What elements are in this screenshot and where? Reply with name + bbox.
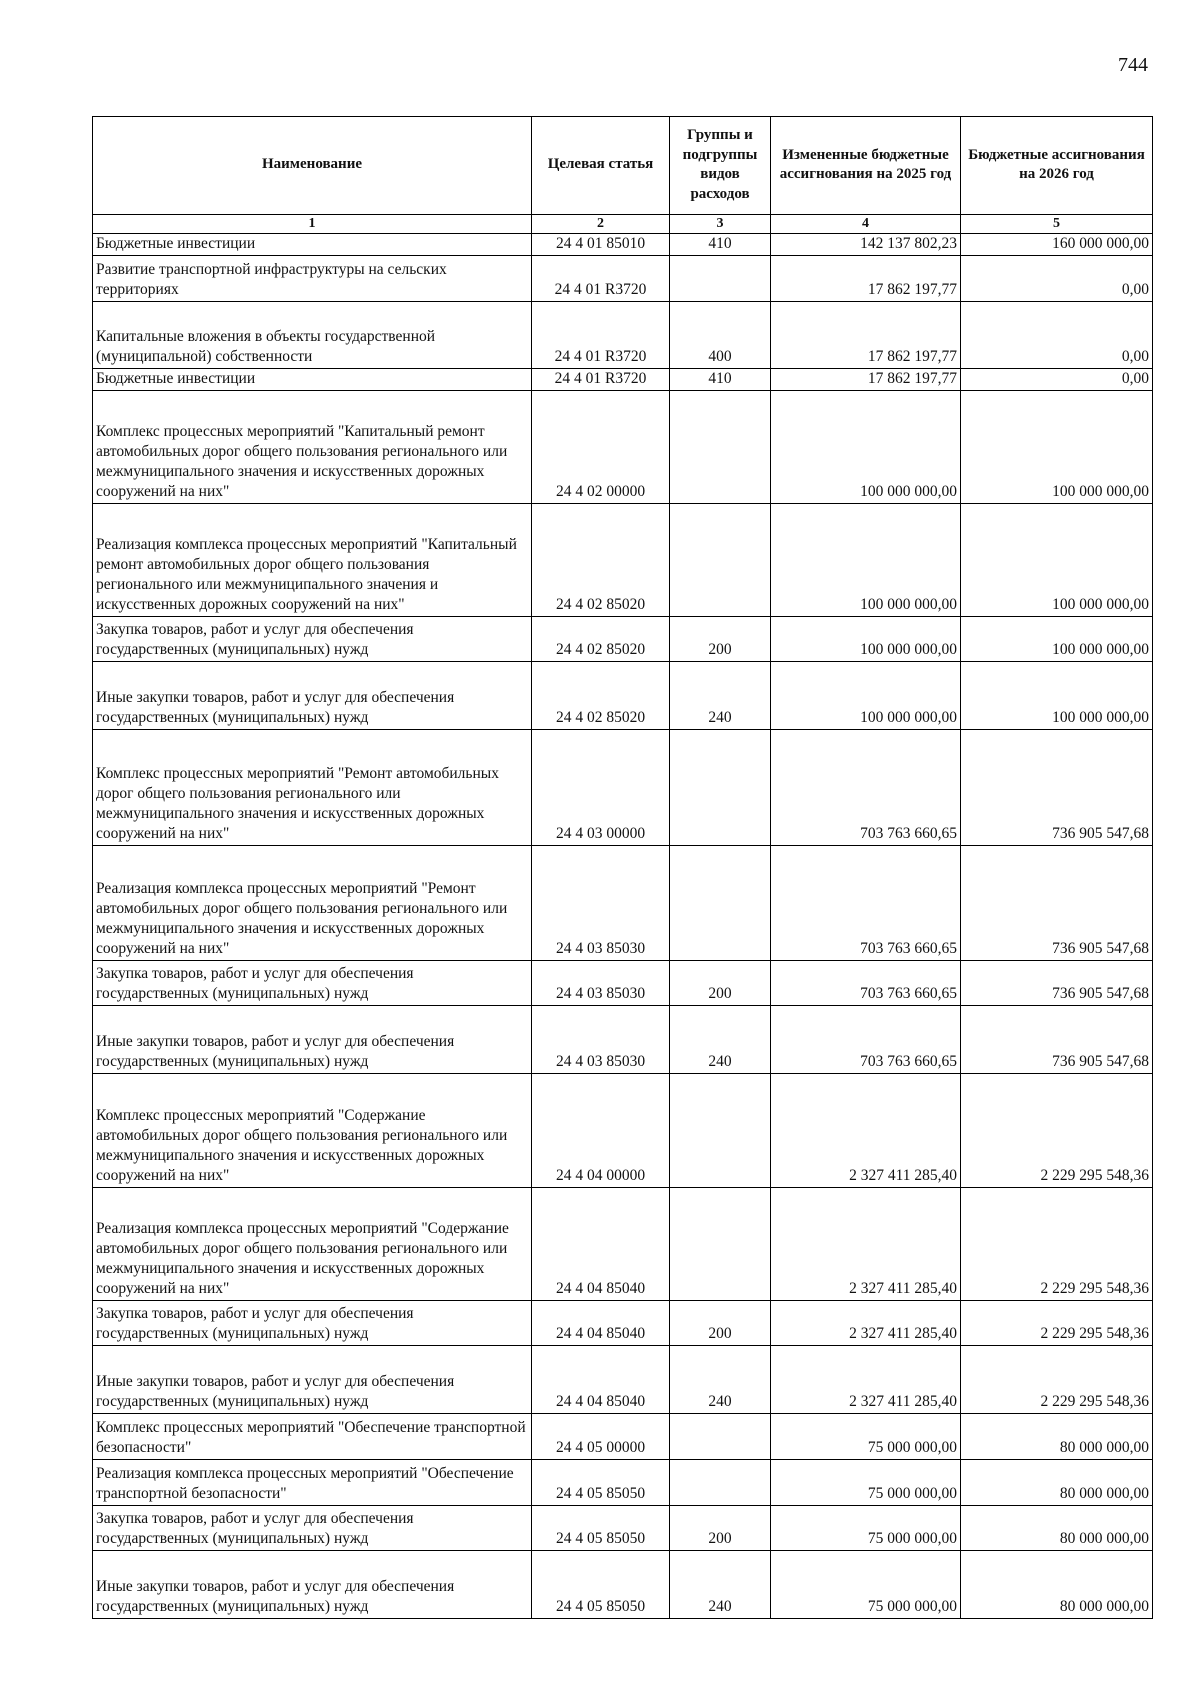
row-expense-group: 240 xyxy=(670,1346,771,1414)
row-target-article: 24 4 02 85020 xyxy=(532,617,670,662)
row-name: Капитальные вложения в объекты государственной (муниципальной) собственности xyxy=(93,302,532,369)
table-row xyxy=(93,730,1153,846)
row-expense-group xyxy=(670,1074,771,1188)
row-amount-2025: 703 763 660,65 xyxy=(771,730,961,846)
row-amount-2025: 75 000 000,00 xyxy=(771,1506,961,1551)
row-amount-2026: 100 000 000,00 xyxy=(961,662,1153,730)
row-name: Развитие транспортной инфраструктуры на сельских территориях xyxy=(93,256,532,302)
header-allocations-2025: Измененные бюджетные ассигнования на 2025 год xyxy=(771,117,961,215)
row-amount-2026: 736 905 547,68 xyxy=(961,1006,1153,1074)
row-target-article: 24 4 02 85020 xyxy=(532,504,670,617)
table-row xyxy=(93,617,1153,662)
row-expense-group: 240 xyxy=(670,1551,771,1619)
row-amount-2025: 75 000 000,00 xyxy=(771,1414,961,1460)
row-amount-2025: 703 763 660,65 xyxy=(771,1006,961,1074)
row-amount-2026: 2 229 295 548,36 xyxy=(961,1188,1153,1301)
row-amount-2025: 75 000 000,00 xyxy=(771,1551,961,1619)
table-body xyxy=(93,234,1153,1619)
row-target-article: 24 4 05 85050 xyxy=(532,1551,670,1619)
row-amount-2026: 736 905 547,68 xyxy=(961,961,1153,1006)
row-target-article: 24 4 03 85030 xyxy=(532,846,670,961)
row-target-article: 24 4 01 85010 xyxy=(532,234,670,256)
row-amount-2026: 100 000 000,00 xyxy=(961,504,1153,617)
row-amount-2025: 100 000 000,00 xyxy=(771,504,961,617)
table-row xyxy=(93,302,1153,369)
row-target-article: 24 4 01 R3720 xyxy=(532,369,670,391)
column-number: 1 xyxy=(93,215,532,234)
row-amount-2026: 80 000 000,00 xyxy=(961,1506,1153,1551)
table-row xyxy=(93,1346,1153,1414)
row-target-article: 24 4 03 00000 xyxy=(532,730,670,846)
row-name: Реализация комплекса процессных мероприятий "Обеспечение транспортной безопасности" xyxy=(93,1460,532,1506)
row-expense-group xyxy=(670,1460,771,1506)
row-amount-2026: 80 000 000,00 xyxy=(961,1414,1153,1460)
table-row xyxy=(93,1301,1153,1346)
row-amount-2026: 736 905 547,68 xyxy=(961,846,1153,961)
column-number: 3 xyxy=(670,215,771,234)
row-target-article: 24 4 02 85020 xyxy=(532,662,670,730)
row-amount-2026: 0,00 xyxy=(961,256,1153,302)
table-row xyxy=(93,1460,1153,1506)
table-row xyxy=(93,1188,1153,1301)
row-expense-group: 240 xyxy=(670,662,771,730)
row-expense-group xyxy=(670,391,771,504)
row-name: Реализация комплекса процессных мероприятий "Капитальный ремонт автомобильных дорог общего пользования регионального или межмуниципального значения и искусственных дорожных сооружений на них" xyxy=(93,504,532,617)
column-number: 5 xyxy=(961,215,1153,234)
row-amount-2025: 100 000 000,00 xyxy=(771,391,961,504)
row-amount-2026: 160 000 000,00 xyxy=(961,234,1153,256)
table-row xyxy=(93,1006,1153,1074)
row-amount-2025: 17 862 197,77 xyxy=(771,302,961,369)
column-number-row xyxy=(93,215,1153,234)
row-target-article: 24 4 05 00000 xyxy=(532,1414,670,1460)
row-amount-2025: 703 763 660,65 xyxy=(771,846,961,961)
row-expense-group: 410 xyxy=(670,369,771,391)
row-name: Иные закупки товаров, работ и услуг для обеспечения государственных (муниципальных) нужд xyxy=(93,1551,532,1619)
row-name: Реализация комплекса процессных мероприятий "Содержание автомобильных дорог общего пользования регионального или межмуниципального значения и искусственных дорожных сооружений на них" xyxy=(93,1188,532,1301)
row-target-article: 24 4 05 85050 xyxy=(532,1506,670,1551)
row-expense-group: 200 xyxy=(670,1301,771,1346)
row-amount-2025: 100 000 000,00 xyxy=(771,617,961,662)
row-target-article: 24 4 03 85030 xyxy=(532,1006,670,1074)
row-amount-2025: 142 137 802,23 xyxy=(771,234,961,256)
row-name: Комплекс процессных мероприятий "Капитальный ремонт автомобильных дорог общего пользования регионального или межмуниципального значения и искусственных дорожных сооружений на них" xyxy=(93,391,532,504)
table-row xyxy=(93,662,1153,730)
row-name: Комплекс процессных мероприятий "Ремонт автомобильных дорог общего пользования регионального или межмуниципального значения и искусственных дорожных сооружений на них" xyxy=(93,730,532,846)
budget-table xyxy=(92,116,1153,1619)
row-amount-2026: 2 229 295 548,36 xyxy=(961,1346,1153,1414)
table-row xyxy=(93,1414,1153,1460)
row-amount-2026: 2 229 295 548,36 xyxy=(961,1301,1153,1346)
row-name: Реализация комплекса процессных мероприятий "Ремонт автомобильных дорог общего пользования регионального или межмуниципального значения и искусственных дорожных сооружений на них" xyxy=(93,846,532,961)
row-expense-group xyxy=(670,256,771,302)
table-row xyxy=(93,1074,1153,1188)
table-row xyxy=(93,961,1153,1006)
row-expense-group xyxy=(670,504,771,617)
row-target-article: 24 4 01 R3720 xyxy=(532,256,670,302)
row-target-article: 24 4 04 85040 xyxy=(532,1346,670,1414)
row-expense-group xyxy=(670,1414,771,1460)
row-name: Иные закупки товаров, работ и услуг для обеспечения государственных (муниципальных) нужд xyxy=(93,662,532,730)
table-row xyxy=(93,1506,1153,1551)
row-amount-2025: 2 327 411 285,40 xyxy=(771,1301,961,1346)
header-expense-groups: Группы и подгруппы видов расходов xyxy=(670,117,771,215)
row-target-article: 24 4 04 85040 xyxy=(532,1301,670,1346)
row-name: Бюджетные инвестиции xyxy=(93,369,532,391)
row-amount-2025: 2 327 411 285,40 xyxy=(771,1074,961,1188)
column-number: 4 xyxy=(771,215,961,234)
row-name: Комплекс процессных мероприятий "Содержание автомобильных дорог общего пользования регионального или межмуниципального значения и искусственных дорожных сооружений на них" xyxy=(93,1074,532,1188)
row-amount-2025: 703 763 660,65 xyxy=(771,961,961,1006)
row-amount-2025: 2 327 411 285,40 xyxy=(771,1346,961,1414)
row-amount-2026: 736 905 547,68 xyxy=(961,730,1153,846)
row-name: Комплекс процессных мероприятий "Обеспечение транспортной безопасности" xyxy=(93,1414,532,1460)
row-amount-2026: 80 000 000,00 xyxy=(961,1460,1153,1506)
row-name: Закупка товаров, работ и услуг для обеспечения государственных (муниципальных) нужд xyxy=(93,1301,532,1346)
row-target-article: 24 4 04 85040 xyxy=(532,1188,670,1301)
row-amount-2025: 17 862 197,77 xyxy=(771,369,961,391)
row-amount-2026: 0,00 xyxy=(961,302,1153,369)
table-row xyxy=(93,1551,1153,1619)
table-row xyxy=(93,504,1153,617)
row-name: Закупка товаров, работ и услуг для обеспечения государственных (муниципальных) нужд xyxy=(93,617,532,662)
row-expense-group: 200 xyxy=(670,617,771,662)
row-name: Закупка товаров, работ и услуг для обеспечения государственных (муниципальных) нужд xyxy=(93,961,532,1006)
table-row xyxy=(93,256,1153,302)
row-amount-2026: 100 000 000,00 xyxy=(961,617,1153,662)
row-expense-group: 200 xyxy=(670,961,771,1006)
row-target-article: 24 4 03 85030 xyxy=(532,961,670,1006)
row-name: Бюджетные инвестиции xyxy=(93,234,532,256)
row-amount-2025: 75 000 000,00 xyxy=(771,1460,961,1506)
header-target-article: Целевая статья xyxy=(532,117,670,215)
row-name: Закупка товаров, работ и услуг для обеспечения государственных (муниципальных) нужд xyxy=(93,1506,532,1551)
row-amount-2026: 100 000 000,00 xyxy=(961,391,1153,504)
row-amount-2026: 80 000 000,00 xyxy=(961,1551,1153,1619)
row-expense-group: 410 xyxy=(670,234,771,256)
row-amount-2025: 17 862 197,77 xyxy=(771,256,961,302)
header-name: Наименование xyxy=(93,117,532,215)
row-amount-2026: 2 229 295 548,36 xyxy=(961,1074,1153,1188)
row-expense-group xyxy=(670,1188,771,1301)
row-name: Иные закупки товаров, работ и услуг для обеспечения государственных (муниципальных) нужд xyxy=(93,1006,532,1074)
table-header-row xyxy=(93,117,1153,215)
row-amount-2026: 0,00 xyxy=(961,369,1153,391)
row-expense-group xyxy=(670,730,771,846)
row-expense-group: 400 xyxy=(670,302,771,369)
table-row xyxy=(93,391,1153,504)
table-row xyxy=(93,369,1153,391)
row-target-article: 24 4 05 85050 xyxy=(532,1460,670,1506)
page-number: 744 xyxy=(1118,54,1148,76)
column-number: 2 xyxy=(532,215,670,234)
row-target-article: 24 4 01 R3720 xyxy=(532,302,670,369)
table-row xyxy=(93,846,1153,961)
row-amount-2025: 2 327 411 285,40 xyxy=(771,1188,961,1301)
row-expense-group: 200 xyxy=(670,1506,771,1551)
header-allocations-2026: Бюджетные ассигнования на 2026 год xyxy=(961,117,1153,215)
table-row xyxy=(93,234,1153,256)
row-name: Иные закупки товаров, работ и услуг для обеспечения государственных (муниципальных) нужд xyxy=(93,1346,532,1414)
row-expense-group xyxy=(670,846,771,961)
row-amount-2025: 100 000 000,00 xyxy=(771,662,961,730)
row-target-article: 24 4 02 00000 xyxy=(532,391,670,504)
row-expense-group: 240 xyxy=(670,1006,771,1074)
row-target-article: 24 4 04 00000 xyxy=(532,1074,670,1188)
